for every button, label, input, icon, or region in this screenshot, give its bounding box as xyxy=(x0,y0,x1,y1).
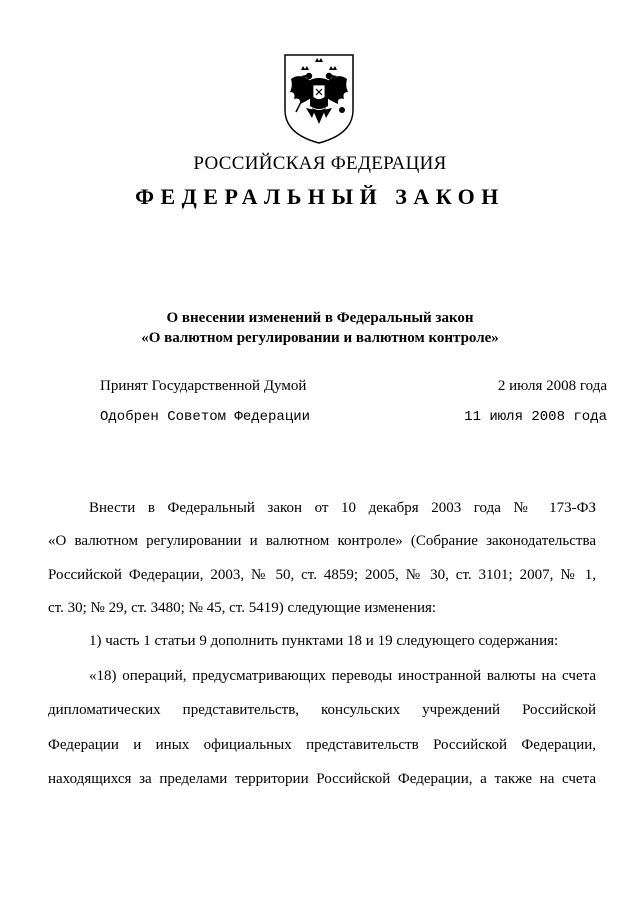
body-line-6: «18) операций, предусматривающих переводы иностранной валюты на счета xyxy=(89,668,596,684)
body-line-2: «О валютном регулировании и валютном контроле» (Собрание законодательства xyxy=(48,533,596,549)
document-type-heading: ФЕДЕРАЛЬНЫЙ ЗАКОН xyxy=(135,184,505,209)
country-heading: РОССИЙСКАЯ ФЕДЕРАЦИЯ xyxy=(193,153,447,174)
body-line-3: Российской Федерации, 2003, № 50, ст. 4859; 2005, № 30, ст. 3101; 2007, № 1, xyxy=(48,567,596,583)
law-title-line-1: О внесении изменений в Федеральный закон xyxy=(166,310,474,326)
body-line-4: ст. 30; № 29, ст. 3480; № 45, ст. 5419) следующие изменения: xyxy=(48,600,437,616)
duma-date: 2 июля 2008 года xyxy=(497,378,607,394)
council-date: 11 июля 2008 года xyxy=(464,409,607,425)
council-label: Одобрен Советом Федерации xyxy=(100,409,311,425)
body-line-5: 1) часть 1 статьи 9 дополнить пунктами 18 и 19 следующего содержания: xyxy=(89,633,559,649)
coat-of-arms-icon xyxy=(282,52,356,146)
duma-adoption-row xyxy=(100,378,607,395)
body-line-1: Внести в Федеральный закон от 10 декабря 2003 года № 173-ФЗ xyxy=(89,500,596,516)
law-title-line-2: «О валютном регулировании и валютном контроле» xyxy=(141,330,499,346)
council-approval-row xyxy=(100,409,607,425)
body-line-9: находящихся за пределами территории Российской Федерации, а также на счета xyxy=(48,771,596,787)
body-line-8: Федерации и иных официальных представительств Российской Федерации, xyxy=(48,737,596,753)
body-line-7: дипломатических представительств, консульских учреждений Российской xyxy=(48,702,596,718)
duma-label: Принят Государственной Думой xyxy=(100,378,307,394)
